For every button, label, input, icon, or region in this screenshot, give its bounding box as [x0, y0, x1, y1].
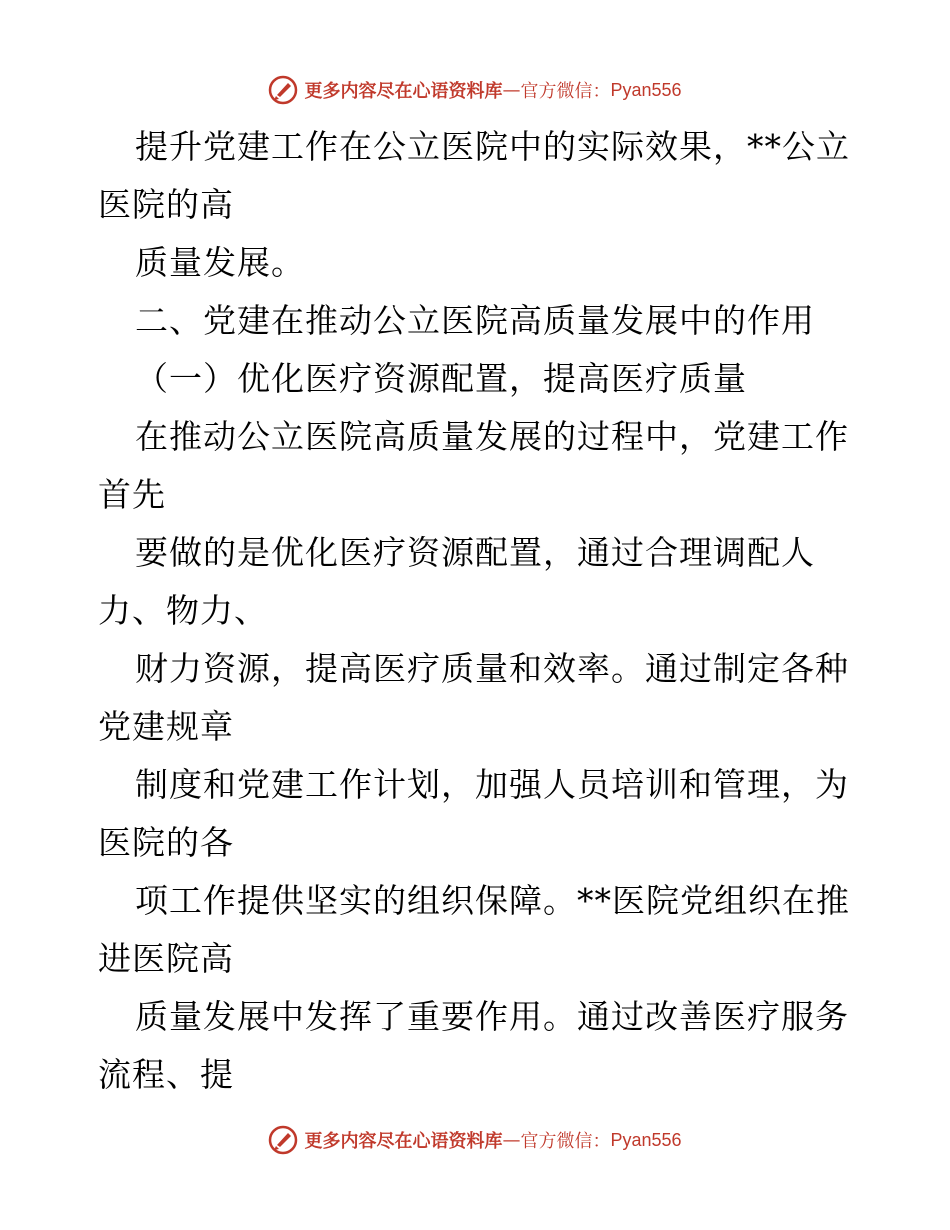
header-dash: —	[502, 79, 521, 101]
paragraph-line: 力、物力、	[98, 591, 268, 630]
paragraph-line: 医院的高	[98, 185, 234, 224]
paragraph-line: 制度和党建工作计划，加强人员培训和管理，为	[135, 765, 849, 804]
header-wechat-label: 官方微信：	[520, 81, 611, 102]
header-wechat-id: Pyan556	[610, 79, 682, 100]
footer-banner	[0, 1123, 950, 1157]
footer-site-text: 更多内容尽在心语资料库	[304, 1131, 503, 1152]
paragraph-line: 质量发展中发挥了重要作用。通过改善医疗服务	[135, 997, 849, 1036]
footer-wechat-label: 官方微信：	[520, 1131, 611, 1152]
paragraph-line: 质量发展。	[135, 243, 305, 282]
paragraph-line: 在推动公立医院高质量发展的过程中，党建工作	[135, 417, 849, 456]
footer-dash: —	[502, 1129, 521, 1151]
header-site-text: 更多内容尽在心语资料库	[304, 81, 503, 102]
paragraph-line: 财力资源，提高医疗质量和效率。通过制定各种	[135, 649, 849, 688]
header-banner	[0, 73, 950, 107]
paragraph-line: 要做的是优化医疗资源配置，通过合理调配人	[135, 533, 815, 572]
paragraph-line: 提升党建工作在公立医院中的实际效果，**公立	[135, 127, 850, 166]
paragraph-line: 二、党建在推动公立医院高质量发展中的作用	[135, 301, 815, 340]
paragraph-line: 首先	[98, 475, 166, 514]
paragraph-line: 流程、提	[98, 1055, 234, 1094]
paragraph-line: 进医院高	[98, 939, 234, 978]
paragraph-line: 党建规章	[98, 707, 234, 746]
document-body	[98, 118, 858, 1104]
brush-logo-icon	[268, 1125, 298, 1155]
paragraph-line: （一）优化医疗资源配置，提高医疗质量	[135, 359, 747, 398]
brush-logo-icon	[268, 75, 298, 105]
paragraph-line: 项工作提供坚实的组织保障。**医院党组织在推	[135, 881, 850, 920]
paragraph-line: 医院的各	[98, 823, 234, 862]
footer-wechat-id: Pyan556	[610, 1129, 682, 1150]
